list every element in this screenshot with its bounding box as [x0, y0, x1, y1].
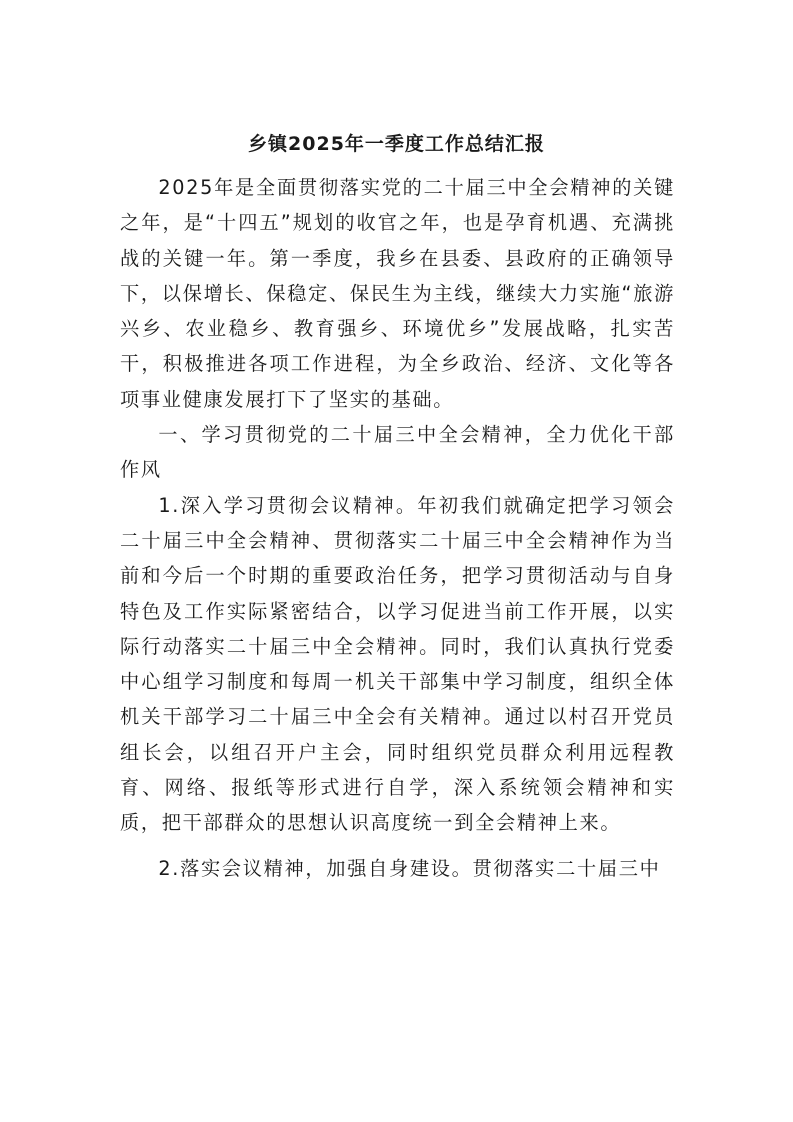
section-heading-1: 一、学习贯彻党的二十届三中全会精神，全力优化干部作风: [120, 423, 675, 482]
document-title: 乡镇2025年一季度工作总结汇报: [248, 133, 545, 155]
document-body: [120, 170, 675, 886]
subsection-paragraph-1: 1.深入学习贯彻会议精神。年初我们就确定把学习领会二十届三中全会精神、贯彻落实二十届三中全会精神作为当前和今后一个时期的重要政治任务，把学习贯彻活动与自身特色及工作实际紧密结合，以学习促进当前工作开展，以实际行动落实二十届三中全会精神。同时，我们认真执行党委中心组学习制度和每周一机关干部集中学习制度，组织全体机关干部学习二十届三中全会有关精神。通过以村召开党员组长会，以组召开户主会，同时组织党员群众利用远程教育、网络、报纸等形式进行自学，深入系统领会精神和实质，把干部群众的思想认识高度统一到全会精神上来。: [120, 493, 675, 835]
subsection-paragraph-2: 2.落实会议精神，加强自身建设。贯彻落实二十届三中: [158, 856, 661, 880]
intro-paragraph: 2025年是全面贯彻落实党的二十届三中全会精神的关键之年，是“十四五”规划的收官之年，也是孕育机遇、充满挑战的关键一年。第一季度，我乡在县委、县政府的正确领导下，以保增长、保稳定、保民生为主线，继续大力实施“旅游兴乡、农业稳乡、教育强乡、环境优乡”发展战略，扎实苦干，积极推进各项工作进程，为全乡政治、经济、文化等各项事业健康发展打下了坚实的基础。: [120, 176, 675, 411]
